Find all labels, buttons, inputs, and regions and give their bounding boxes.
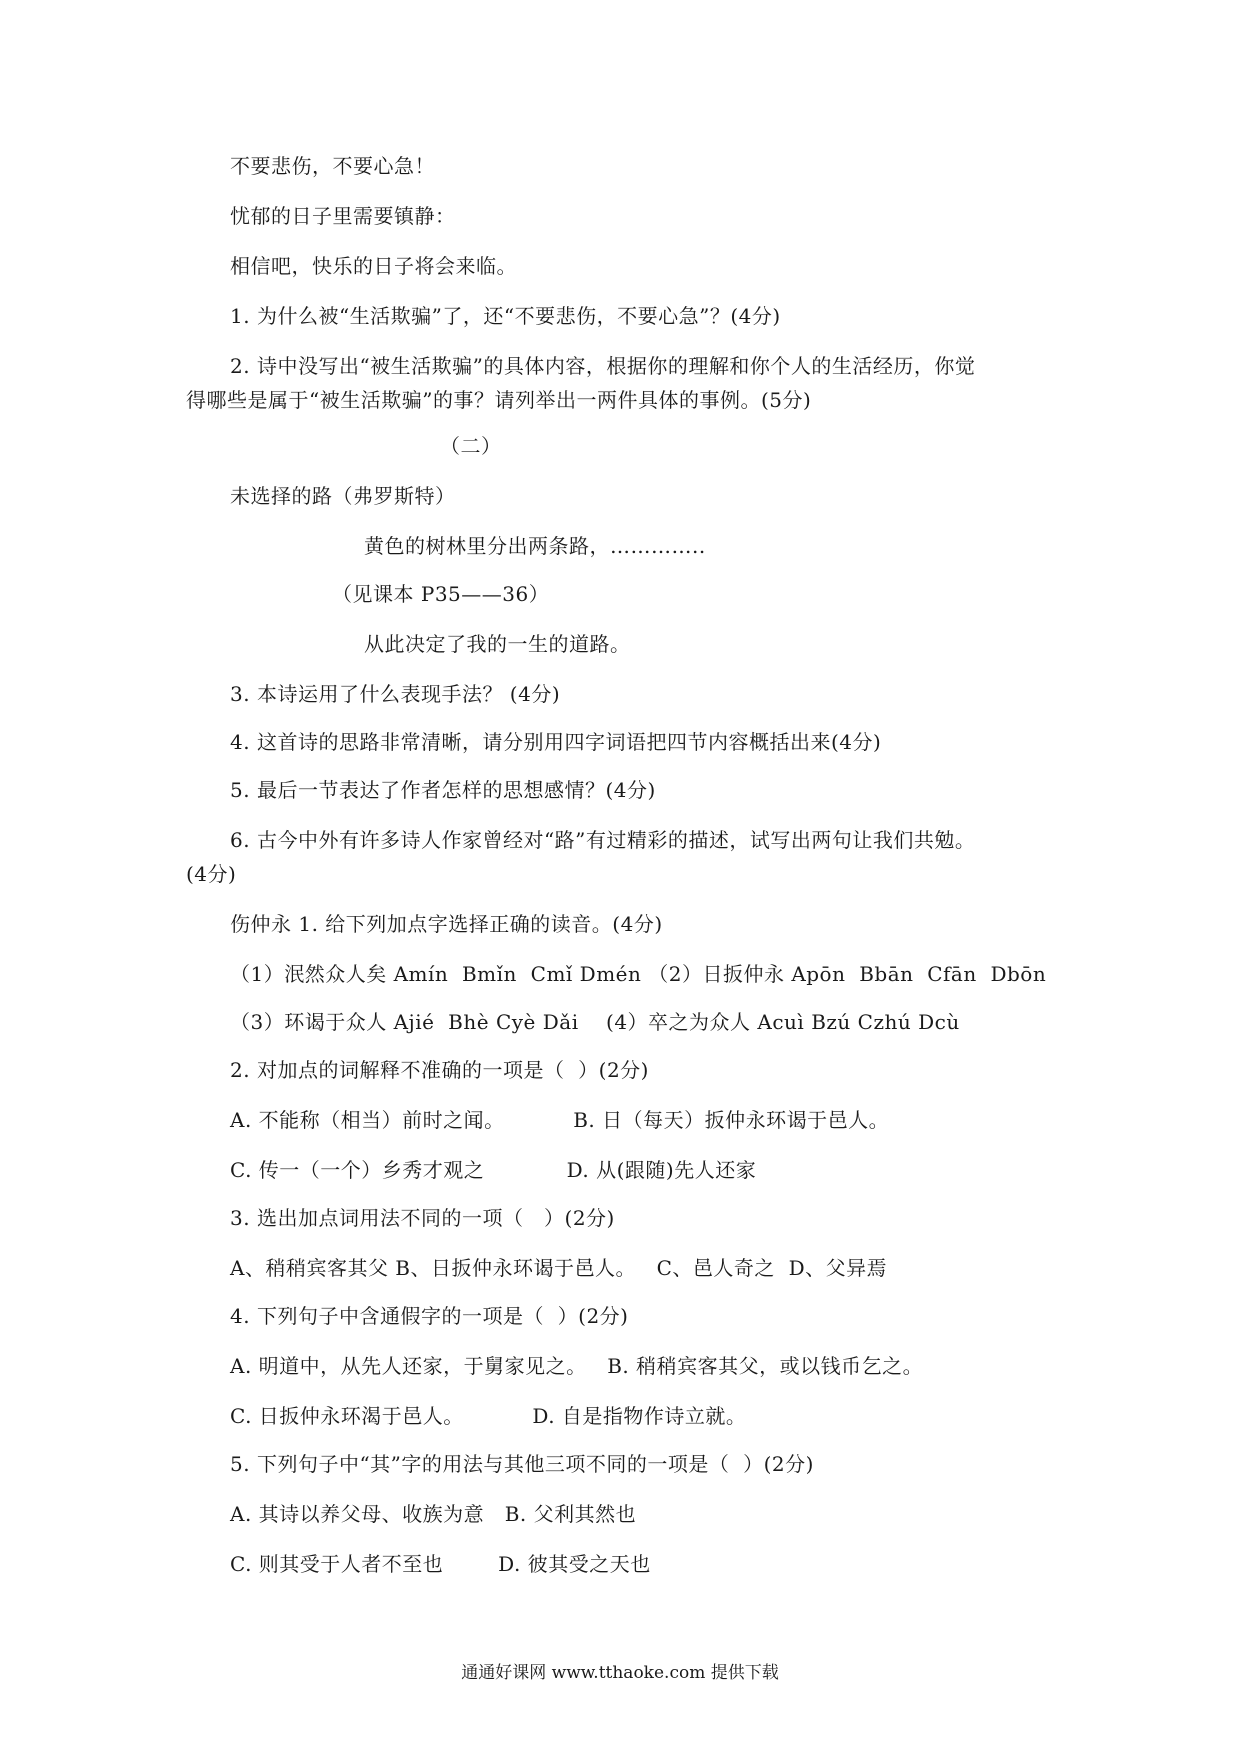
section-3-q1-options-a: （1）泯然众人矣 Amín Bmǐn Cmǐ Dmén （2）日扳仲永 Apōn Bbān Cfān Dbōn <box>230 962 1047 986</box>
section-3-q5-options-cd: C. 则其受于人者不至也 D. 彼其受之天也 <box>230 1552 651 1576</box>
section-3-q4-options-cd: C. 日扳仲永环渴于邑人。 D. 自是指物作诗立就。 <box>230 1404 747 1428</box>
section-3-q2: 2. 对加点的词解释不准确的一项是（ ）(2分) <box>230 1058 649 1082</box>
section-3-q4: 4. 下列句子中含通假字的一项是（ ）(2分) <box>230 1304 629 1328</box>
question-6-line-2: (4分) <box>186 862 237 886</box>
question-2-line-1: 2. 诗中没写出“被生活欺骗”的具体内容，根据你的理解和你个人的生活经历，你觉 <box>230 354 976 378</box>
section-3-q1: 伤仲永 1. 给下列加点字选择正确的读音。(4分) <box>230 912 663 936</box>
question-3: 3. 本诗运用了什么表现手法？ (4分) <box>230 682 561 706</box>
question-2-line-2: 得哪些是属于“被生活欺骗”的事？请列举出一两件具体的事例。(5分) <box>186 388 812 412</box>
section-3-q3: 3. 选出加点词用法不同的一项（ ）(2分) <box>230 1206 615 1230</box>
poem2-title: 未选择的路（弗罗斯特） <box>230 484 456 508</box>
section-3-q3-options: A、稍稍宾客其父 B、日扳仲永环谒于邑人。 C、邑人奇之 D、父异焉 <box>230 1256 888 1280</box>
question-1: 1. 为什么被“生活欺骗”了，还“不要悲伤，不要心急”？(4分) <box>230 304 781 328</box>
section-3-q2-options-ab: A. 不能称（相当）前时之闻。 B. 日（每天）扳仲永环谒于邑人。 <box>230 1108 890 1132</box>
poem2-last-line: 从此决定了我的一生的道路。 <box>364 632 631 656</box>
poem1-line-3: 相信吧，快乐的日子将会来临。 <box>230 254 517 278</box>
poem2-first-line: 黄色的树林里分出两条路，………….. <box>364 534 706 558</box>
poem1-line-2: 忧郁的日子里需要镇静： <box>230 204 456 228</box>
section-3-q4-options-ab: A. 明道中，从先人还家，于舅家见之。 B. 稍稍宾客其父，或以钱币乞之。 <box>230 1354 924 1378</box>
section-2-heading: （二） <box>440 434 502 458</box>
question-4: 4. 这首诗的思路非常清晰，请分别用四字词语把四节内容概括出来(4分) <box>230 730 882 754</box>
poem1-line-1: 不要悲伤，不要心急！ <box>230 154 435 178</box>
section-3-q5: 5. 下列句子中“其”字的用法与其他三项不同的一项是（ ）(2分) <box>230 1452 814 1476</box>
question-5: 5. 最后一节表达了作者怎样的思想感情？(4分) <box>230 778 656 802</box>
section-3-q1-options-b: （3）环谒于众人 Ajié Bhè Cyè Dǎi (4）卒之为众人 Acuì Bzú Czhú Dcù <box>230 1010 960 1034</box>
question-6-line-1: 6. 古今中外有许多诗人作家曾经对“路”有过精彩的描述，试写出两句让我们共勉。 <box>230 828 976 852</box>
section-3-q5-options-ab: A. 其诗以养父母、收族为意 B. 父利其然也 <box>230 1502 637 1526</box>
section-3-q2-options-cd: C. 传一（一个）乡秀才观之 D. 从(跟随)先人还家 <box>230 1158 757 1182</box>
page-footer: 通通好课网 www.tthaoke.com 提供下载 <box>461 1663 779 1683</box>
poem2-reference: （见课本 P35——36） <box>332 582 550 606</box>
